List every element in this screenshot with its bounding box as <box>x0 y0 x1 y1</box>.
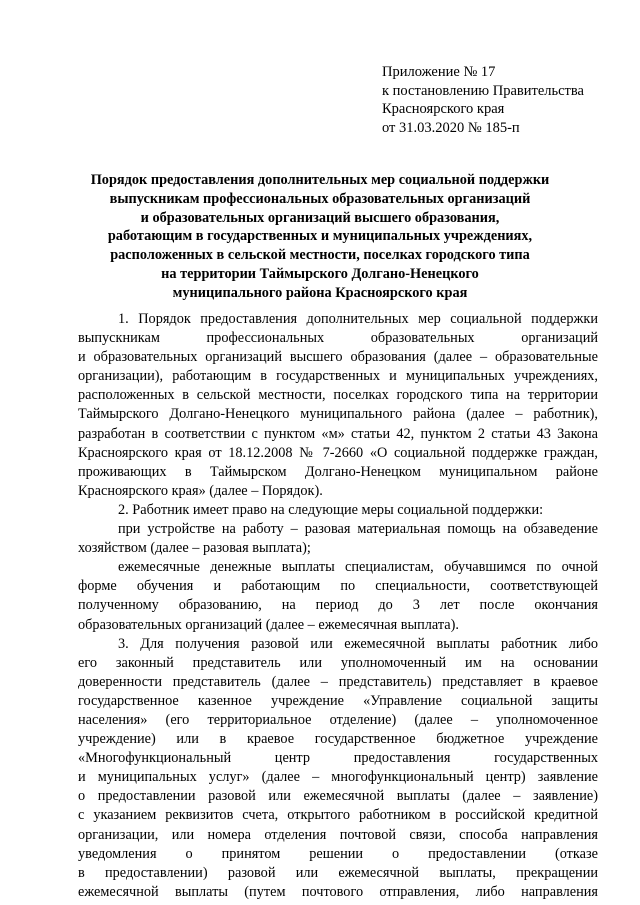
title-line: расположенных в сельской местности, поселках городского типа <box>110 247 530 264</box>
document-body <box>78 310 598 902</box>
title-line: муниципального района Красноярского края <box>172 284 468 301</box>
paragraph-3-line: его законный представитель или уполномоченный им на основании <box>78 654 598 671</box>
title-line: работающим в государственных и муниципальных учреждениях, <box>107 228 533 245</box>
paragraph-3-line: в предоставлении) разовой или ежемесячной выплаты, прекращении <box>78 864 598 881</box>
appendix-region: Красноярского края <box>382 101 505 117</box>
paragraph-3-line: 3. Для получения разовой или ежемесячной выплаты работник либо <box>118 635 598 652</box>
title-line: на территории Таймырского Долгано-Ненецкого <box>161 265 479 282</box>
paragraph-1-line: расположенных в сельской местности, поселках городского типа на территории <box>78 387 598 404</box>
paragraph-1-line: Красноярского края от 18.12.2008 № 7-2660 «О социальной поддержке граждан, <box>78 444 598 461</box>
appendix-header <box>382 63 584 137</box>
paragraph-2-item-line: ежемесячные денежные выплаты специалистам, обучавшимся по очной <box>118 559 598 576</box>
title-line: выпускникам профессиональных образовательных организаций <box>109 190 531 207</box>
paragraph-3-line: о предоставлении разовой или ежемесячной выплаты (далее – заявление) <box>78 788 598 805</box>
paragraph-3-line: государственное казенное учреждение «Управление социальной защиты <box>78 692 598 709</box>
paragraph-3-line: доверенности представитель (далее – представитель) представляет в краевое <box>78 673 598 690</box>
title-line: и образовательных организаций высшего образования, <box>140 209 500 226</box>
title-line: Порядок предоставления дополнительных мер социальной поддержки <box>90 172 550 188</box>
appendix-number: Приложение № 17 <box>382 64 496 80</box>
appendix-reference: к постановлению Правительства <box>382 82 584 99</box>
paragraph-3-line: населения» (его территориальное отделение) (далее – уполномоченное <box>78 711 598 728</box>
paragraph-1-line: проживающих в Таймырском Долгано-Ненецком муниципальном районе <box>78 463 598 480</box>
paragraph-1-line: 1. Порядок предоставления дополнительных мер социальной поддержки <box>118 311 598 327</box>
paragraph-3-line: с указанием реквизитов счета, открытого работником в российской кредитной <box>78 807 598 824</box>
paragraph-2-item-line: образовательных организаций (далее – ежемесячная выплата). <box>78 616 459 633</box>
paragraph-3-line: организации, или номера отделения почтовой связи, способа направления <box>78 826 598 843</box>
document-title <box>60 171 580 303</box>
paragraph-1-line: выпускникам профессиональных образовательных организаций <box>78 330 598 347</box>
paragraph-3-line: учреждение) или в краевое государственное бюджетное учреждение <box>78 731 598 748</box>
appendix-date: от 31.03.2020 № 185-п <box>382 119 520 136</box>
paragraph-1-line: Красноярского края» (далее – Порядок). <box>78 482 323 499</box>
paragraph-2-item-line: хозяйством (далее – разовая выплата); <box>78 540 311 557</box>
paragraph-3-line: «Многофункциональный центр предоставления государственных <box>78 750 598 767</box>
paragraph-2-line: 2. Работник имеет право на следующие меры социальной поддержки: <box>118 501 544 518</box>
paragraph-3-line: ежемесячной выплаты (путем почтового отправления, либо направления <box>78 883 598 900</box>
paragraph-1-line: и образовательных организаций высшего образования (далее – образовательные <box>78 349 598 366</box>
paragraph-1-line: организации), работающим в государственных и муниципальных учреждениях, <box>78 368 598 385</box>
paragraph-2-item-line: при устройстве на работу – разовая материальная помощь на обзаведение <box>118 521 598 538</box>
paragraph-2-item-line: полученному образованию, на период до 3 лет после окончания <box>78 597 598 614</box>
paragraph-1-line: разработан в соответствии с пунктом «м» статьи 42, пунктом 2 статьи 43 Закона <box>78 425 598 442</box>
paragraph-1-line: Таймырского Долгано-Ненецкого муниципального района (далее – работник), <box>78 406 598 423</box>
paragraph-3-line: и муниципальных услуг» (далее – многофункциональный центр) заявление <box>78 769 598 786</box>
paragraph-2-item-line: форме обучения и работающим по специальности, соответствующей <box>78 578 598 595</box>
paragraph-3-line: уведомления о принятом решении о предоставлении (отказе <box>78 845 598 862</box>
